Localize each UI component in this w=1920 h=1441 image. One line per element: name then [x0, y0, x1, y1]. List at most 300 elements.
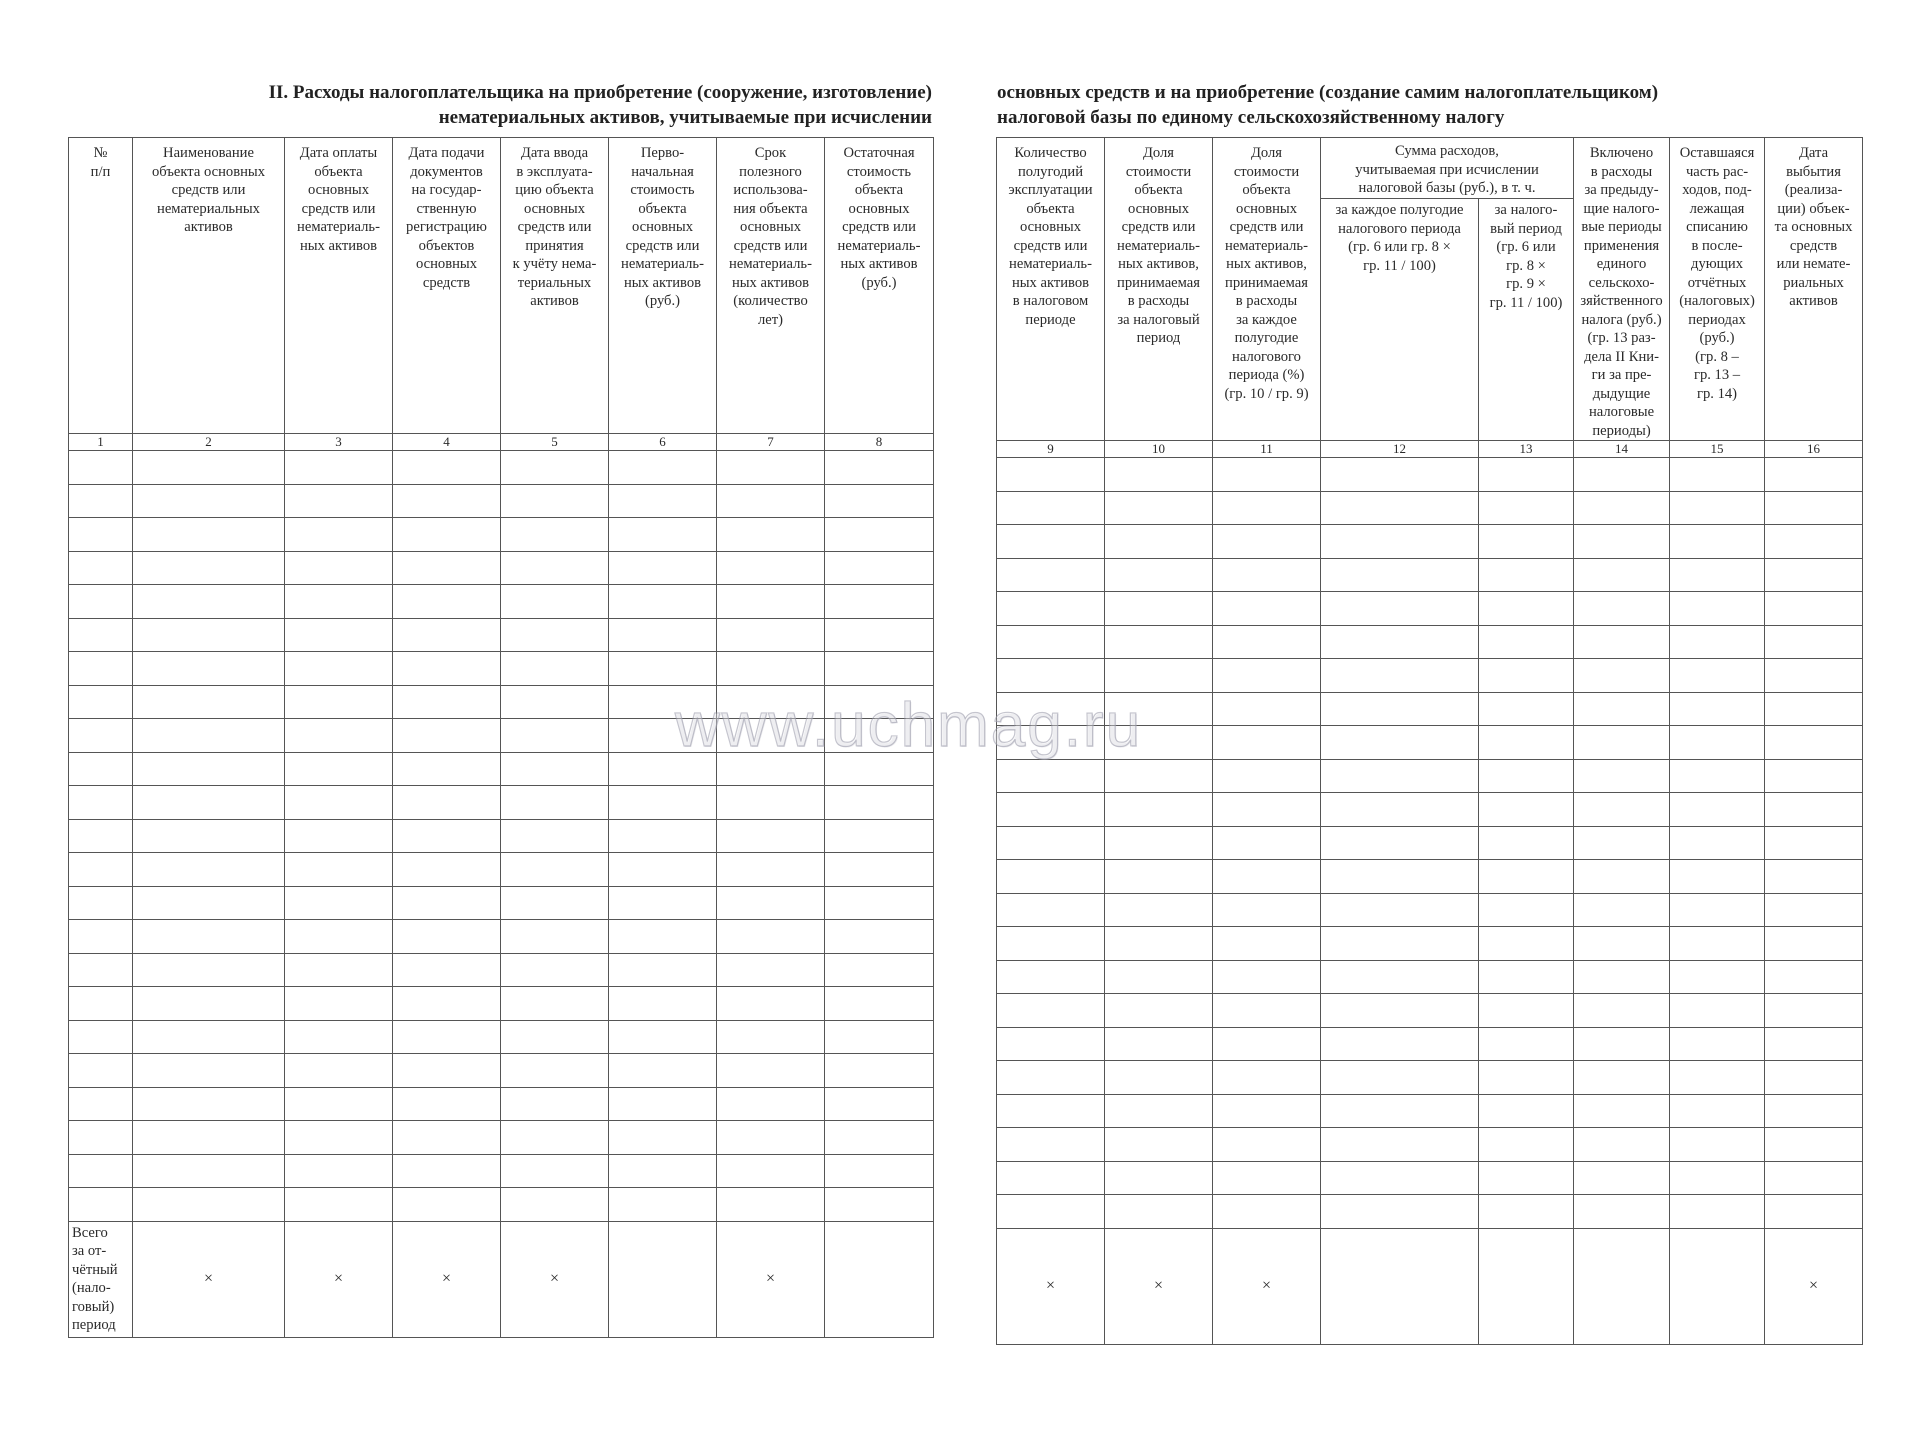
table-cell[interactable]: [1574, 558, 1670, 592]
table-cell[interactable]: [609, 1054, 717, 1088]
table-cell[interactable]: [717, 451, 825, 485]
table-cell[interactable]: [997, 826, 1105, 860]
table-cell[interactable]: [1105, 1061, 1213, 1095]
table-cell[interactable]: [1574, 860, 1670, 894]
table-cell[interactable]: [69, 719, 133, 753]
table-cell[interactable]: [393, 1188, 501, 1222]
table-cell[interactable]: [285, 886, 393, 920]
table-cell[interactable]: [1574, 994, 1670, 1028]
table-cell[interactable]: [133, 752, 285, 786]
table-cell[interactable]: [825, 752, 934, 786]
table-cell[interactable]: [1321, 1128, 1479, 1162]
table-cell[interactable]: [1213, 558, 1321, 592]
table-cell[interactable]: [997, 659, 1105, 693]
table-cell[interactable]: [1479, 1094, 1574, 1128]
table-cell[interactable]: [997, 893, 1105, 927]
table-cell[interactable]: [609, 819, 717, 853]
table-cell[interactable]: [609, 484, 717, 518]
table-cell[interactable]: [1213, 692, 1321, 726]
table-cell[interactable]: [393, 585, 501, 619]
table-cell[interactable]: [1321, 659, 1479, 693]
table-cell[interactable]: [825, 551, 934, 585]
table-cell[interactable]: [285, 518, 393, 552]
table-cell[interactable]: [1765, 525, 1863, 559]
table-cell[interactable]: [1670, 860, 1765, 894]
table-cell[interactable]: [1574, 525, 1670, 559]
table-cell[interactable]: [393, 1020, 501, 1054]
table-cell[interactable]: [825, 1054, 934, 1088]
table-cell[interactable]: [825, 786, 934, 820]
table-cell[interactable]: [1670, 458, 1765, 492]
table-cell[interactable]: [1670, 1061, 1765, 1095]
table-cell[interactable]: [997, 1061, 1105, 1095]
table-cell[interactable]: [1105, 558, 1213, 592]
table-cell[interactable]: [1479, 927, 1574, 961]
table-cell[interactable]: [1479, 1027, 1574, 1061]
table-cell[interactable]: [501, 585, 609, 619]
table-cell[interactable]: [825, 685, 934, 719]
table-cell[interactable]: [69, 920, 133, 954]
table-cell[interactable]: [1765, 592, 1863, 626]
table-cell[interactable]: [285, 987, 393, 1021]
table-cell[interactable]: [501, 920, 609, 954]
table-cell[interactable]: [501, 1154, 609, 1188]
table-cell[interactable]: [133, 585, 285, 619]
table-cell[interactable]: [997, 1161, 1105, 1195]
table-cell[interactable]: [133, 518, 285, 552]
table-cell[interactable]: [825, 518, 934, 552]
table-cell[interactable]: [1105, 1027, 1213, 1061]
table-cell[interactable]: [1765, 491, 1863, 525]
table-cell[interactable]: [717, 719, 825, 753]
table-cell[interactable]: [133, 685, 285, 719]
table-cell[interactable]: [1213, 893, 1321, 927]
table-cell[interactable]: [1105, 625, 1213, 659]
table-cell[interactable]: [1213, 1061, 1321, 1095]
table-cell[interactable]: [1105, 659, 1213, 693]
table-cell[interactable]: [69, 853, 133, 887]
table-cell[interactable]: [1321, 927, 1479, 961]
table-cell[interactable]: [1479, 491, 1574, 525]
table-cell[interactable]: [1213, 1195, 1321, 1229]
table-cell[interactable]: [1574, 826, 1670, 860]
table-cell[interactable]: [1321, 1094, 1479, 1128]
table-cell[interactable]: [285, 685, 393, 719]
table-cell[interactable]: [393, 451, 501, 485]
table-cell[interactable]: [1479, 1195, 1574, 1229]
total-value-cell[interactable]: [1670, 1228, 1765, 1344]
table-cell[interactable]: [1574, 491, 1670, 525]
table-cell[interactable]: [285, 953, 393, 987]
table-cell[interactable]: [1321, 1195, 1479, 1229]
table-cell[interactable]: [609, 518, 717, 552]
table-cell[interactable]: [501, 987, 609, 1021]
table-cell[interactable]: [1670, 826, 1765, 860]
table-cell[interactable]: [501, 1121, 609, 1155]
table-cell[interactable]: [997, 692, 1105, 726]
table-cell[interactable]: [825, 987, 934, 1021]
table-cell[interactable]: [997, 592, 1105, 626]
table-cell[interactable]: [69, 685, 133, 719]
table-cell[interactable]: [1765, 1161, 1863, 1195]
table-cell[interactable]: [1670, 726, 1765, 760]
table-cell[interactable]: [1105, 692, 1213, 726]
table-cell[interactable]: [825, 1121, 934, 1155]
table-cell[interactable]: [1213, 1128, 1321, 1162]
table-cell[interactable]: [285, 551, 393, 585]
table-cell[interactable]: [1479, 826, 1574, 860]
table-cell[interactable]: [1213, 960, 1321, 994]
table-cell[interactable]: [285, 1188, 393, 1222]
table-cell[interactable]: [717, 920, 825, 954]
table-cell[interactable]: [1321, 893, 1479, 927]
table-cell[interactable]: [1479, 525, 1574, 559]
table-cell[interactable]: [1479, 458, 1574, 492]
table-cell[interactable]: [609, 685, 717, 719]
table-cell[interactable]: [825, 1154, 934, 1188]
table-cell[interactable]: [609, 886, 717, 920]
table-cell[interactable]: [285, 853, 393, 887]
table-cell[interactable]: [1574, 659, 1670, 693]
table-cell[interactable]: [69, 1087, 133, 1121]
table-cell[interactable]: [1574, 793, 1670, 827]
table-cell[interactable]: [285, 920, 393, 954]
table-cell[interactable]: [1321, 525, 1479, 559]
table-cell[interactable]: [133, 719, 285, 753]
table-cell[interactable]: [1765, 1027, 1863, 1061]
table-cell[interactable]: [1574, 692, 1670, 726]
table-cell[interactable]: [997, 458, 1105, 492]
table-cell[interactable]: [393, 819, 501, 853]
table-cell[interactable]: [69, 1121, 133, 1155]
table-cell[interactable]: [1670, 759, 1765, 793]
table-cell[interactable]: [501, 786, 609, 820]
table-cell[interactable]: [1105, 726, 1213, 760]
table-cell[interactable]: [1321, 625, 1479, 659]
table-cell[interactable]: [1321, 1161, 1479, 1195]
table-cell[interactable]: [501, 1188, 609, 1222]
table-cell[interactable]: [1213, 525, 1321, 559]
table-cell[interactable]: [69, 1054, 133, 1088]
table-cell[interactable]: [501, 1054, 609, 1088]
table-cell[interactable]: [717, 886, 825, 920]
table-cell[interactable]: [717, 1121, 825, 1155]
table-cell[interactable]: [997, 625, 1105, 659]
table-cell[interactable]: [1574, 1161, 1670, 1195]
table-cell[interactable]: [393, 1121, 501, 1155]
table-cell[interactable]: [1105, 458, 1213, 492]
table-cell[interactable]: [1574, 893, 1670, 927]
table-cell[interactable]: [997, 994, 1105, 1028]
table-cell[interactable]: [717, 987, 825, 1021]
table-cell[interactable]: [1670, 893, 1765, 927]
table-cell[interactable]: [609, 585, 717, 619]
table-cell[interactable]: [285, 484, 393, 518]
table-cell[interactable]: [1213, 458, 1321, 492]
table-cell[interactable]: [609, 1020, 717, 1054]
table-cell[interactable]: [717, 518, 825, 552]
table-cell[interactable]: [1670, 525, 1765, 559]
table-cell[interactable]: [1321, 960, 1479, 994]
table-cell[interactable]: [501, 1087, 609, 1121]
table-cell[interactable]: [1321, 759, 1479, 793]
table-cell[interactable]: [825, 920, 934, 954]
table-cell[interactable]: [1765, 960, 1863, 994]
table-cell[interactable]: [825, 1087, 934, 1121]
table-cell[interactable]: [1105, 994, 1213, 1028]
table-cell[interactable]: [69, 652, 133, 686]
table-cell[interactable]: [1765, 860, 1863, 894]
table-cell[interactable]: [1105, 1195, 1213, 1229]
table-cell[interactable]: [609, 953, 717, 987]
table-cell[interactable]: [1321, 491, 1479, 525]
table-cell[interactable]: [609, 652, 717, 686]
table-cell[interactable]: [825, 652, 934, 686]
table-cell[interactable]: [997, 1027, 1105, 1061]
table-cell[interactable]: [717, 1188, 825, 1222]
table-cell[interactable]: [1670, 1027, 1765, 1061]
total-value-cell[interactable]: [609, 1221, 717, 1337]
table-cell[interactable]: [285, 1087, 393, 1121]
table-cell[interactable]: [1321, 692, 1479, 726]
table-cell[interactable]: [1574, 726, 1670, 760]
table-cell[interactable]: [1479, 592, 1574, 626]
table-cell[interactable]: [285, 652, 393, 686]
table-cell[interactable]: [717, 786, 825, 820]
table-cell[interactable]: [393, 1154, 501, 1188]
table-cell[interactable]: [133, 987, 285, 1021]
table-cell[interactable]: [1479, 558, 1574, 592]
table-cell[interactable]: [1479, 1161, 1574, 1195]
table-cell[interactable]: [1105, 826, 1213, 860]
table-cell[interactable]: [1479, 1128, 1574, 1162]
table-cell[interactable]: [609, 451, 717, 485]
table-cell[interactable]: [997, 1094, 1105, 1128]
table-cell[interactable]: [1574, 592, 1670, 626]
table-cell[interactable]: [997, 491, 1105, 525]
table-cell[interactable]: [1105, 1161, 1213, 1195]
table-cell[interactable]: [1479, 625, 1574, 659]
table-cell[interactable]: [717, 652, 825, 686]
table-cell[interactable]: [501, 551, 609, 585]
table-cell[interactable]: [825, 953, 934, 987]
table-cell[interactable]: [393, 1087, 501, 1121]
table-cell[interactable]: [1765, 692, 1863, 726]
table-cell[interactable]: [1574, 1128, 1670, 1162]
table-cell[interactable]: [1670, 1094, 1765, 1128]
table-cell[interactable]: [1105, 927, 1213, 961]
table-cell[interactable]: [1105, 525, 1213, 559]
table-cell[interactable]: [1321, 726, 1479, 760]
table-cell[interactable]: [609, 786, 717, 820]
table-cell[interactable]: [1670, 659, 1765, 693]
table-cell[interactable]: [825, 484, 934, 518]
table-cell[interactable]: [717, 1087, 825, 1121]
table-cell[interactable]: [1765, 1195, 1863, 1229]
table-cell[interactable]: [1765, 726, 1863, 760]
table-cell[interactable]: [997, 960, 1105, 994]
table-cell[interactable]: [1479, 692, 1574, 726]
table-cell[interactable]: [1765, 1061, 1863, 1095]
table-cell[interactable]: [133, 451, 285, 485]
table-cell[interactable]: [1765, 927, 1863, 961]
table-cell[interactable]: [393, 618, 501, 652]
table-cell[interactable]: [825, 451, 934, 485]
table-cell[interactable]: [1105, 793, 1213, 827]
table-cell[interactable]: [393, 518, 501, 552]
table-cell[interactable]: [69, 618, 133, 652]
table-cell[interactable]: [1321, 458, 1479, 492]
table-cell[interactable]: [393, 786, 501, 820]
table-cell[interactable]: [1479, 759, 1574, 793]
table-cell[interactable]: [69, 786, 133, 820]
table-cell[interactable]: [1105, 592, 1213, 626]
table-cell[interactable]: [997, 525, 1105, 559]
table-cell[interactable]: [1213, 1027, 1321, 1061]
table-cell[interactable]: [1574, 1027, 1670, 1061]
table-cell[interactable]: [1670, 558, 1765, 592]
table-cell[interactable]: [1213, 592, 1321, 626]
table-cell[interactable]: [1321, 826, 1479, 860]
total-value-cell[interactable]: [1321, 1228, 1479, 1344]
total-value-cell[interactable]: [1574, 1228, 1670, 1344]
table-cell[interactable]: [1765, 994, 1863, 1028]
table-cell[interactable]: [285, 819, 393, 853]
table-cell[interactable]: [825, 819, 934, 853]
table-cell[interactable]: [501, 652, 609, 686]
table-cell[interactable]: [1321, 793, 1479, 827]
table-cell[interactable]: [609, 752, 717, 786]
table-cell[interactable]: [825, 886, 934, 920]
table-cell[interactable]: [1479, 1061, 1574, 1095]
table-cell[interactable]: [1574, 458, 1670, 492]
table-cell[interactable]: [1574, 625, 1670, 659]
table-cell[interactable]: [285, 585, 393, 619]
table-cell[interactable]: [609, 1188, 717, 1222]
table-cell[interactable]: [133, 786, 285, 820]
table-cell[interactable]: [133, 920, 285, 954]
table-cell[interactable]: [393, 719, 501, 753]
table-cell[interactable]: [133, 953, 285, 987]
table-cell[interactable]: [393, 551, 501, 585]
table-cell[interactable]: [1574, 960, 1670, 994]
table-cell[interactable]: [609, 719, 717, 753]
table-cell[interactable]: [501, 451, 609, 485]
table-cell[interactable]: [717, 685, 825, 719]
table-cell[interactable]: [1479, 994, 1574, 1028]
table-cell[interactable]: [1213, 994, 1321, 1028]
table-cell[interactable]: [1670, 491, 1765, 525]
table-cell[interactable]: [133, 1054, 285, 1088]
table-cell[interactable]: [1574, 927, 1670, 961]
table-cell[interactable]: [501, 752, 609, 786]
table-cell[interactable]: [133, 1188, 285, 1222]
table-cell[interactable]: [717, 953, 825, 987]
table-cell[interactable]: [717, 1154, 825, 1188]
table-cell[interactable]: [1765, 659, 1863, 693]
table-cell[interactable]: [1213, 726, 1321, 760]
table-cell[interactable]: [69, 987, 133, 1021]
table-cell[interactable]: [133, 1020, 285, 1054]
table-cell[interactable]: [285, 451, 393, 485]
table-cell[interactable]: [717, 819, 825, 853]
table-cell[interactable]: [501, 719, 609, 753]
table-cell[interactable]: [1479, 860, 1574, 894]
table-cell[interactable]: [1321, 1027, 1479, 1061]
table-cell[interactable]: [1670, 692, 1765, 726]
table-cell[interactable]: [1321, 994, 1479, 1028]
table-cell[interactable]: [393, 685, 501, 719]
table-cell[interactable]: [1670, 793, 1765, 827]
table-cell[interactable]: [69, 484, 133, 518]
table-cell[interactable]: [69, 1154, 133, 1188]
table-cell[interactable]: [717, 1020, 825, 1054]
table-cell[interactable]: [997, 793, 1105, 827]
table-cell[interactable]: [1765, 1094, 1863, 1128]
table-cell[interactable]: [1321, 592, 1479, 626]
table-cell[interactable]: [1765, 458, 1863, 492]
table-cell[interactable]: [133, 819, 285, 853]
table-cell[interactable]: [285, 1121, 393, 1155]
table-cell[interactable]: [69, 752, 133, 786]
table-cell[interactable]: [717, 752, 825, 786]
table-cell[interactable]: [393, 484, 501, 518]
table-cell[interactable]: [1321, 860, 1479, 894]
table-cell[interactable]: [997, 759, 1105, 793]
table-cell[interactable]: [997, 1195, 1105, 1229]
table-cell[interactable]: [609, 1121, 717, 1155]
table-cell[interactable]: [501, 518, 609, 552]
table-cell[interactable]: [1574, 1094, 1670, 1128]
table-cell[interactable]: [501, 618, 609, 652]
table-cell[interactable]: [69, 451, 133, 485]
table-cell[interactable]: [609, 987, 717, 1021]
table-cell[interactable]: [1479, 793, 1574, 827]
table-cell[interactable]: [393, 1054, 501, 1088]
table-cell[interactable]: [501, 853, 609, 887]
table-cell[interactable]: [1213, 759, 1321, 793]
table-cell[interactable]: [1479, 893, 1574, 927]
table-cell[interactable]: [69, 886, 133, 920]
table-cell[interactable]: [1574, 759, 1670, 793]
table-cell[interactable]: [133, 1121, 285, 1155]
table-cell[interactable]: [717, 1054, 825, 1088]
table-cell[interactable]: [133, 886, 285, 920]
table-cell[interactable]: [69, 518, 133, 552]
table-cell[interactable]: [1105, 759, 1213, 793]
table-cell[interactable]: [1105, 1094, 1213, 1128]
table-cell[interactable]: [393, 987, 501, 1021]
table-cell[interactable]: [133, 652, 285, 686]
table-cell[interactable]: [69, 819, 133, 853]
table-cell[interactable]: [285, 1054, 393, 1088]
table-cell[interactable]: [133, 1154, 285, 1188]
table-cell[interactable]: [69, 1020, 133, 1054]
table-cell[interactable]: [501, 819, 609, 853]
table-cell[interactable]: [825, 853, 934, 887]
total-value-cell[interactable]: [825, 1221, 934, 1337]
table-cell[interactable]: [133, 551, 285, 585]
table-cell[interactable]: [393, 886, 501, 920]
table-cell[interactable]: [285, 1154, 393, 1188]
table-cell[interactable]: [393, 920, 501, 954]
table-cell[interactable]: [285, 618, 393, 652]
table-cell[interactable]: [1574, 1061, 1670, 1095]
table-cell[interactable]: [1765, 759, 1863, 793]
table-cell[interactable]: [1670, 960, 1765, 994]
table-cell[interactable]: [1670, 625, 1765, 659]
table-cell[interactable]: [1213, 927, 1321, 961]
